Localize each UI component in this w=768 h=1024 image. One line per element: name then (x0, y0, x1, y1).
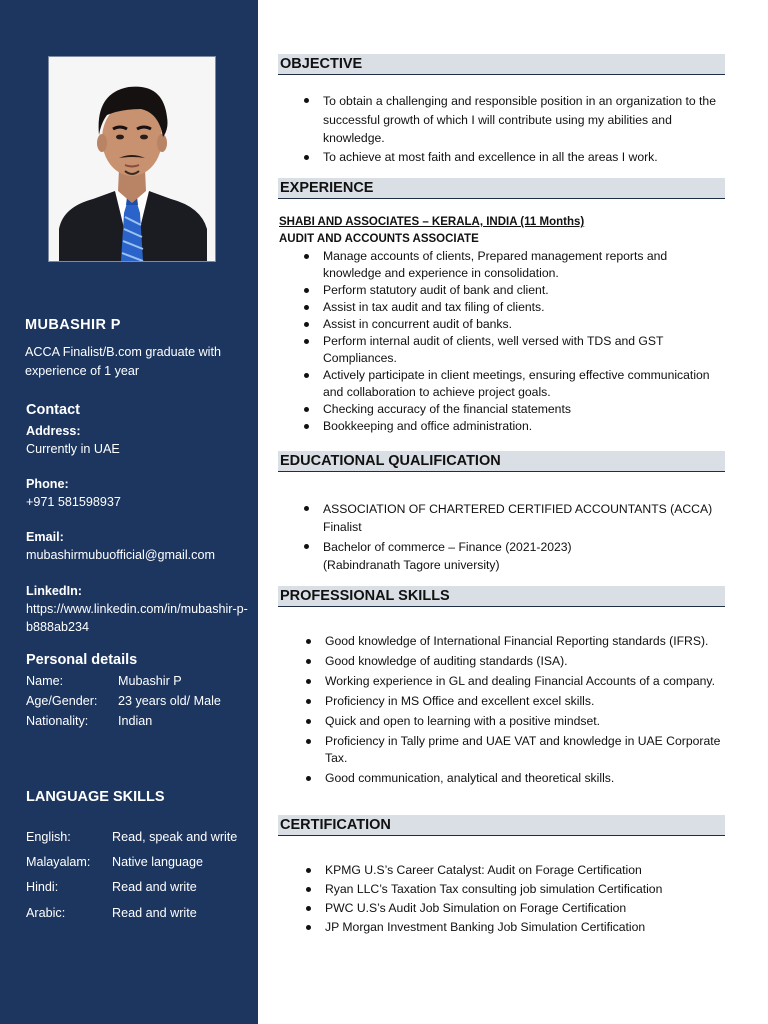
experience-item: Bookkeeping and office administration. (323, 418, 727, 435)
certification-item: JP Morgan Investment Banking Job Simulation Certification (325, 919, 727, 936)
certification-heading: CERTIFICATION (280, 817, 391, 833)
personal-nationality-key: Nationality: (26, 714, 89, 728)
education-list (323, 500, 723, 574)
address-value: Currently in UAE (26, 442, 120, 456)
personal-name-value: Mubashir P (118, 674, 182, 688)
certification-item: Ryan LLC’s Taxation Tax consulting job simulation Certification (325, 881, 727, 898)
language-skills-heading: LANGUAGE SKILLS (26, 789, 165, 805)
experience-heading: EXPERIENCE (280, 180, 374, 196)
education-detail: Finalist (323, 520, 362, 534)
email-link[interactable]: mubashirmubuofficial@gmail.com (26, 548, 215, 562)
profile-photo (48, 56, 216, 262)
job-title: AUDIT AND ACCOUNTS ASSOCIATE (279, 233, 479, 245)
education-heading: EDUCATIONAL QUALIFICATION (280, 453, 501, 469)
education-item (323, 538, 723, 574)
objective-section-header (278, 54, 725, 75)
portrait-image (49, 57, 215, 261)
experience-item: Manage accounts of clients, Prepared management reports and knowledge and experience in consolidation. (323, 248, 727, 282)
education-detail: (Rabindranath Tagore university) (323, 558, 500, 572)
linkedin-link[interactable]: https://www.linkedin.com/in/mubashir-p-b888ab234 (26, 602, 248, 634)
education-section-header (278, 451, 725, 472)
candidate-name: MUBASHIR P (25, 317, 121, 333)
experience-item: Assist in tax audit and tax filing of clients. (323, 299, 727, 316)
certification-list (325, 862, 727, 936)
sidebar (0, 0, 258, 1024)
personal-age-value: 23 years old/ Male (118, 694, 221, 708)
objective-heading: OBJECTIVE (280, 56, 363, 72)
skill-item: Good communication, analytical and theoretical skills. (325, 770, 727, 787)
education-degree: ASSOCIATION OF CHARTERED CERTIFIED ACCOUNTANTS (ACCA) (323, 502, 713, 516)
experience-list (323, 248, 727, 435)
experience-item: Perform statutory audit of bank and client. (323, 282, 727, 299)
phone-label: Phone: (26, 477, 69, 491)
experience-section-header (278, 178, 725, 199)
experience-item: Checking accuracy of the financial statements (323, 401, 727, 418)
personal-age-key: Age/Gender: (26, 694, 98, 708)
language-malayalam-value: Native language (112, 855, 204, 869)
language-english-value: Read, speak and write (112, 830, 238, 844)
certification-item: PWC U.S’s Audit Job Simulation on Forage Certification (325, 900, 727, 917)
experience-item: Assist in concurrent audit of banks. (323, 316, 727, 333)
address-label: Address: (26, 424, 81, 438)
language-hindi-key: Hindi: (26, 880, 59, 894)
contact-heading: Contact (26, 402, 80, 418)
language-english-key: English: (26, 830, 71, 844)
linkedin-label: LinkedIn: (26, 584, 82, 598)
objective-item: To achieve at most faith and excellence in all the areas I work. (323, 149, 723, 166)
language-arabic-value: Read and write (112, 906, 197, 920)
skill-item: Good knowledge of auditing standards (ISA). (325, 653, 727, 670)
objective-item: To obtain a challenging and responsible position in an organization to the successful growth of which I will contribute using my abilities and knowledge. (323, 92, 723, 148)
education-item (323, 500, 723, 536)
skill-item: Working experience in GL and dealing Financial Accounts of a company. (325, 673, 727, 690)
language-malayalam-key: Malayalam: (26, 855, 91, 869)
experience-item: Actively participate in client meetings, ensuring effective communication and collaboration to achieve project goals. (323, 367, 727, 401)
skill-item: Quick and open to learning with a positive mindset. (325, 713, 727, 730)
employer-line: SHABI AND ASSOCIATES – KERALA, INDIA (11 Months) (279, 216, 585, 228)
certification-section-header (278, 815, 725, 836)
email-label: Email: (26, 530, 64, 544)
language-hindi-value: Read and write (112, 880, 197, 894)
skills-heading: PROFESSIONAL SKILLS (280, 588, 450, 604)
phone-value[interactable]: +971 581598937 (26, 495, 121, 509)
personal-details-heading: Personal details (26, 652, 138, 668)
skill-item: Proficiency in Tally prime and UAE VAT and knowledge in UAE Corporate Tax. (325, 733, 727, 767)
skill-item: Good knowledge of International Financial Reporting standards (IFRS). (325, 633, 727, 650)
education-degree: Bachelor of commerce – Finance (2021-2023) (323, 540, 572, 554)
skill-item: Proficiency in MS Office and excellent excel skills. (325, 693, 727, 710)
objective-list (323, 92, 723, 166)
skills-list (325, 633, 727, 787)
personal-nationality-value: Indian (118, 714, 153, 728)
skills-section-header (278, 586, 725, 607)
language-arabic-key: Arabic: (26, 906, 66, 920)
personal-name-key: Name: (26, 674, 64, 688)
experience-item: Perform internal audit of clients, well versed with TDS and GST Compliances. (323, 333, 727, 367)
certification-item: KPMG U.S’s Career Catalyst: Audit on Forage Certification (325, 862, 727, 879)
candidate-tagline: ACCA Finalist/B.com graduate with experience of 1 year (25, 345, 221, 378)
